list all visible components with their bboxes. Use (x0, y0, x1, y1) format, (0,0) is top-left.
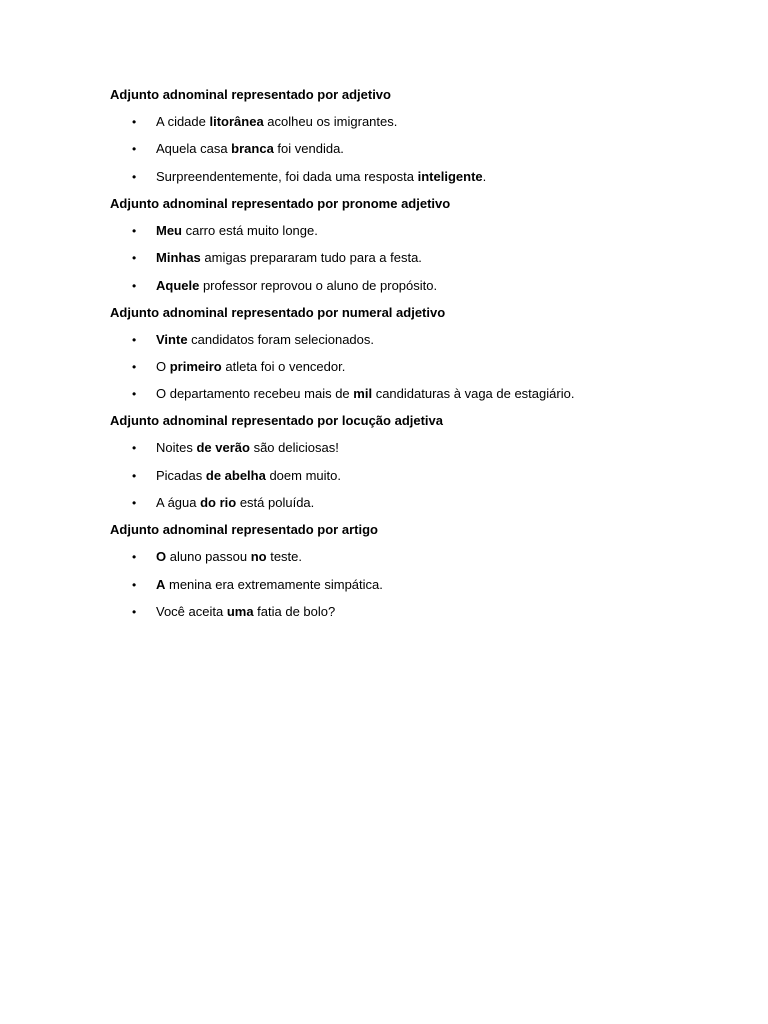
bullet-icon: • (132, 278, 137, 293)
bullet-list (110, 222, 710, 295)
section-heading: Adjunto adnominal representado por pronome adjetivo (110, 195, 451, 211)
bullet-icon: • (132, 169, 137, 184)
item-text: acolheu os imigrantes. (263, 114, 398, 129)
list-item (110, 467, 710, 485)
item-text: candidatos foram selecionados. (187, 331, 375, 347)
section-artigo (110, 521, 710, 621)
item-text: teste. (266, 549, 303, 565)
item-bold-text: litorânea (209, 114, 264, 129)
bullet-icon: • (132, 496, 137, 511)
item-bold-text: de abelha (205, 467, 266, 483)
item-text: A água (156, 495, 201, 511)
item-bold-text: do rio (200, 495, 237, 511)
item-bold-text: Aquele (156, 277, 200, 293)
bullet-icon: • (132, 468, 137, 483)
list-item (110, 168, 710, 186)
bullet-icon: • (132, 577, 137, 592)
list-item (110, 140, 710, 158)
list-item (110, 603, 710, 621)
bullet-icon: • (132, 115, 137, 129)
bullet-icon: • (132, 251, 137, 266)
bullet-icon: • (132, 142, 137, 157)
item-text: menina era extremamente simpática. (165, 576, 383, 592)
section-numeral (110, 304, 710, 404)
list-item (110, 277, 710, 295)
item-text: Aquela casa (156, 141, 232, 157)
section-pronome (110, 195, 710, 295)
item-text: . (482, 168, 487, 184)
item-text: Picadas (156, 467, 206, 483)
item-text: aluno passou (166, 549, 251, 565)
item-text: professor reprovou o aluno de propósito. (199, 277, 438, 293)
section-locucao (110, 412, 710, 512)
bullet-icon: • (132, 332, 137, 347)
bullet-list (110, 331, 710, 404)
bullet-icon: • (132, 223, 137, 238)
item-text: O departamento recebeu mais de (156, 386, 354, 402)
item-bold-text: branca (231, 141, 274, 157)
item-text: está poluída. (236, 495, 315, 511)
section-adjetivo (110, 86, 710, 186)
item-text: Noites (156, 440, 197, 456)
item-bold-text: primeiro (169, 358, 222, 374)
item-text: fatia de bolo? (253, 603, 336, 619)
list-item (110, 494, 710, 512)
item-text: O (156, 358, 170, 374)
list-item (110, 113, 710, 131)
item-text: atleta foi o vencedor. (221, 358, 346, 374)
bullet-icon: • (132, 359, 137, 374)
item-text: candidaturas à vaga de estagiário. (372, 386, 575, 402)
bullet-icon: • (132, 550, 137, 565)
item-bold-text: O (156, 549, 167, 565)
bullet-list (110, 548, 710, 621)
list-item (110, 576, 710, 594)
item-text: Surpreendentemente, foi dada uma resposta (156, 168, 418, 184)
list-item (110, 385, 710, 403)
section-heading: Adjunto adnominal representado por numeral adjetivo (110, 304, 446, 320)
item-bold-text: mil (353, 386, 373, 402)
list-item (110, 439, 710, 457)
bullet-icon: • (132, 387, 137, 402)
section-heading: Adjunto adnominal representado por locução adjetiva (110, 413, 443, 429)
item-bold-text: A (156, 576, 166, 592)
item-text: A cidade (156, 114, 210, 129)
item-bold-text: de verão (196, 440, 250, 456)
item-bold-text: no (250, 549, 267, 565)
item-text: doem muito. (265, 467, 341, 483)
bullet-list (110, 439, 710, 512)
bullet-icon: • (132, 604, 137, 619)
item-bold-text: Vinte (156, 331, 188, 347)
list-item (110, 249, 710, 267)
section-heading: Adjunto adnominal representado por artigo (110, 522, 378, 538)
item-bold-text: uma (226, 603, 254, 619)
list-item (110, 222, 710, 240)
item-text: Você aceita (156, 603, 227, 619)
list-item (110, 358, 710, 376)
list-item (110, 331, 710, 349)
document-page (110, 86, 710, 630)
item-bold-text: Meu (156, 222, 182, 238)
list-item (110, 548, 710, 566)
bullet-list (110, 113, 710, 186)
item-text: foi vendida. (273, 141, 344, 157)
item-bold-text: Minhas (156, 250, 201, 266)
item-text: carro está muito longe. (182, 222, 318, 238)
section-heading: Adjunto adnominal representado por adjetivo (110, 87, 391, 102)
item-text: são deliciosas! (249, 440, 339, 456)
bullet-icon: • (132, 441, 137, 456)
item-bold-text: inteligente (417, 168, 483, 184)
item-text: amigas prepararam tudo para a festa. (200, 250, 422, 266)
